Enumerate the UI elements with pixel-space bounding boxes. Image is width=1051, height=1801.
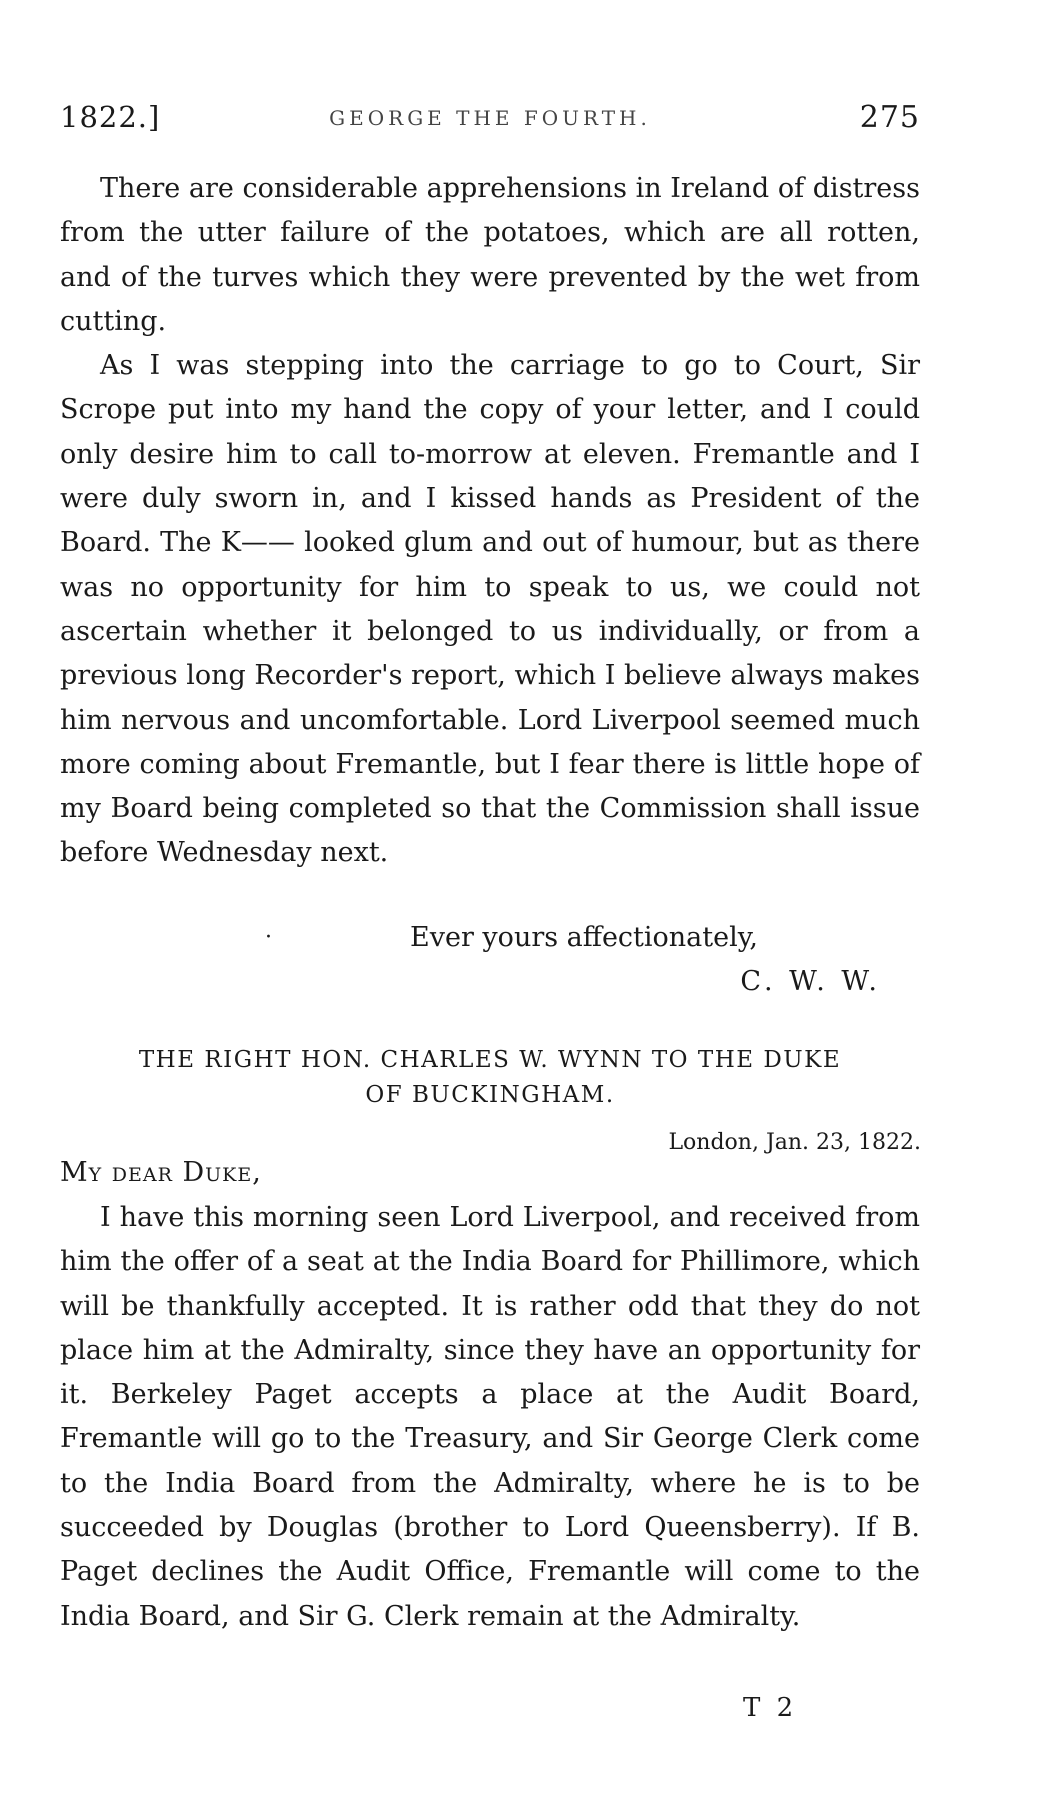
paragraph: As I was stepping into the carriage to go to Court, Sir Scrope put into my hand the copy of your letter, and I could only desire him to call to-morrow at eleven. Fremantle and I were duly sworn in, and I kissed hands as President of the Board. The K—— looked glum and out of humour, but as there was no opportunity for him to speak to us, we could not ascertain whether it belonged to us individually, or from a previous long Recorder's report, which I believe always makes him nervous and uncomfortable. Lord Liverpool seemed much more coming about Fremantle, but I fear there is little hope of my Board being completed so that the Commission shall issue before Wednesday next. (60, 350, 920, 869)
running-head-year: 1822.] (60, 100, 161, 134)
heading-line-2: OF BUCKINGHAM. (365, 1082, 615, 1108)
letter-salutation: My dear Duke, (60, 1157, 262, 1188)
letter-dateline: London, Jan. 23, 1822. (668, 1130, 921, 1155)
printer-signature-mark: T 2 (743, 1693, 798, 1723)
heading-line-1: THE RIGHT HON. CHARLES W. WYNN TO THE DUKE (138, 1047, 842, 1073)
letter-signature: C. W. W. (740, 966, 881, 997)
stray-mark: · (265, 925, 272, 950)
letter-1-body (60, 167, 920, 876)
paragraph: I have this morning seen Lord Liverpool, and received from him the offer of a seat at the India Board for Phillimore, which will be thankfully accepted. It is rather odd that they do not place him at the Admiralty, since they have an opportunity for it. Berkeley Paget accepts a place at the Audit Board, Fremantle will go to the Treasury, and Sir George Clerk come to the India Board from the Admiralty, where he is to be succeeded by Douglas (brother to Lord Queensberry). If B. Paget declines the Audit Office, Fremantle will come to the India Board, and Sir G. Clerk remain at the Admiralty. (60, 1202, 920, 1632)
letter-2-body (60, 1196, 920, 1639)
letter-closing: Ever yours affectionately, (410, 922, 758, 953)
running-head (60, 100, 920, 140)
letter-2-heading (60, 1043, 920, 1113)
paragraph: There are considerable apprehensions in Ireland of distress from the utter failure of the potatoes, which are all rotten, and of the turves which they were prevented by the wet from cutting. (60, 173, 920, 337)
running-head-title: GEORGE THE FOURTH. (329, 106, 651, 130)
page-number: 275 (859, 100, 920, 135)
